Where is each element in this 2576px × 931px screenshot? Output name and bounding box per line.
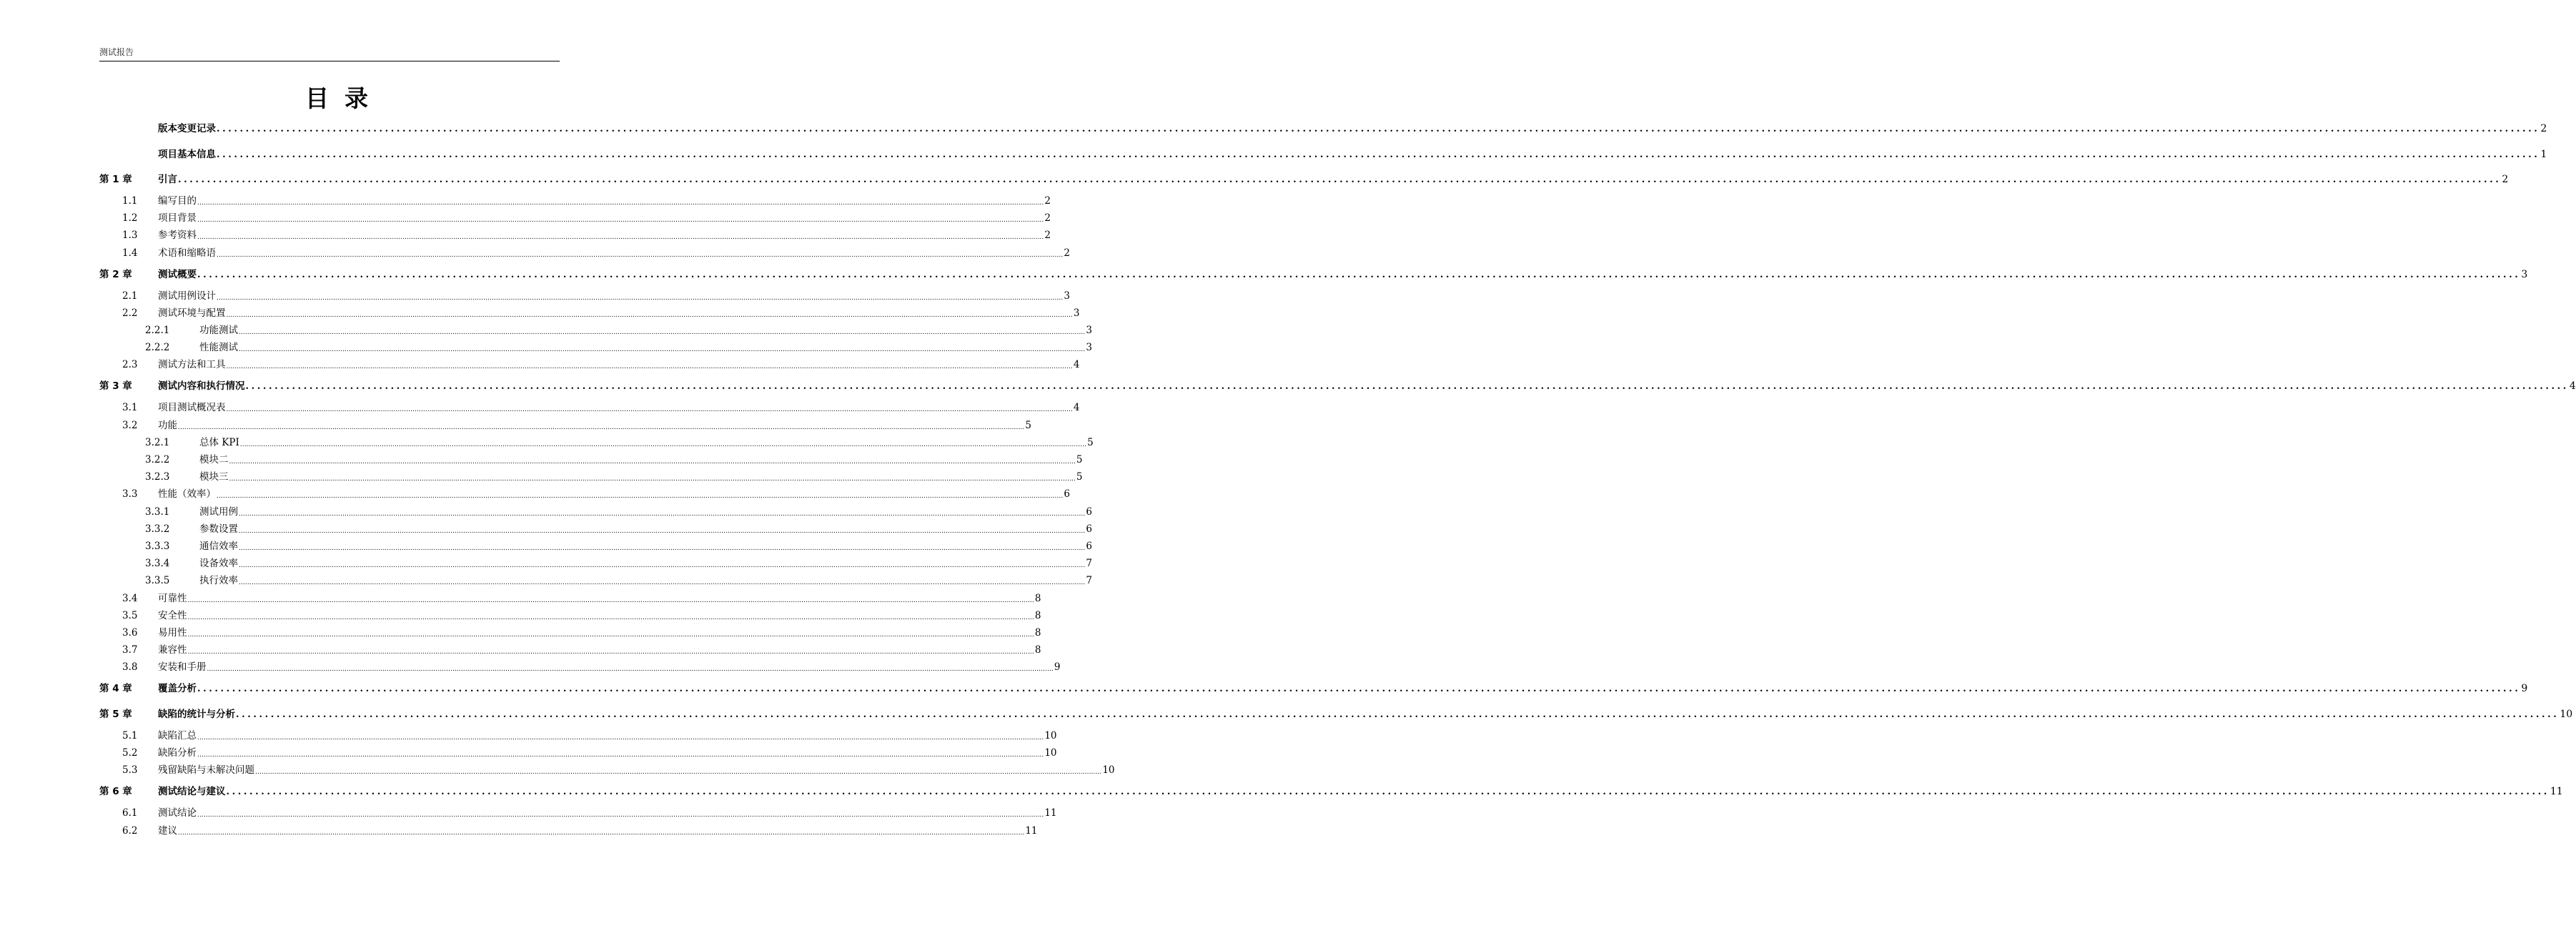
toc-dot-leader: ................................................................................................................................................................................................................................................................................................................................................................................................................ <box>239 579 1086 587</box>
toc-entry-number: 第 4 章 <box>99 683 132 695</box>
toc-entry-title: 测试用例 <box>199 506 238 518</box>
toc-dot-leader: ................................................................................................................................................................................................................................................................................................................................................................................................................ <box>217 149 2540 160</box>
toc-dot-leader: ................................................................................................................................................................................................................................................................................................................................................................................................................ <box>217 493 1064 501</box>
toc-entry-title: 模块二 <box>199 454 229 466</box>
toc-entry-number: 2.2.2 <box>145 342 170 354</box>
toc-dot-leader: ................................................................................................................................................................................................................................................................................................................................................................................................................ <box>229 458 1076 466</box>
toc-entry-page: 5 <box>1025 419 1031 431</box>
toc-entry-number: 3.2.1 <box>145 436 170 448</box>
toc-entry-page: 2 <box>1044 212 1051 225</box>
toc-entry[interactable] <box>99 339 1092 354</box>
toc-dot-leader: ................................................................................................................................................................................................................................................................................................................................................................................................................ <box>226 311 1073 319</box>
toc-entry-title: 测试用例设计 <box>158 290 216 302</box>
toc-entry-page: 2 <box>2502 174 2509 185</box>
toc-dot-leader: ................................................................................................................................................................................................................................................................................................................................................................................................................ <box>217 251 1064 259</box>
toc-entry-number: 3.8 <box>122 661 138 674</box>
toc-entry[interactable] <box>99 227 1051 242</box>
toc-entry[interactable] <box>99 468 1083 483</box>
toc-entry-page: 9 <box>1054 661 1061 674</box>
toc-dot-leader: ................................................................................................................................................................................................................................................................................................................................................................................................................ <box>187 596 1034 604</box>
toc-entry-title: 设备效率 <box>199 558 238 570</box>
toc-entry-title: 测试结论 <box>158 807 197 819</box>
toc-entry[interactable] <box>99 120 2547 134</box>
toc-dot-leader: ................................................................................................................................................................................................................................................................................................................................................................................................................ <box>197 234 1044 242</box>
toc-dot-leader: ................................................................................................................................................................................................................................................................................................................................................................................................................ <box>197 812 1044 819</box>
toc-dot-leader: ................................................................................................................................................................................................................................................................................................................................................................................................................ <box>207 666 1054 674</box>
toc-entry-number: 2.2 <box>122 307 138 319</box>
toc-dot-leader: ................................................................................................................................................................................................................................................................................................................................................................................................................ <box>217 124 2540 134</box>
toc-entry-page: 8 <box>1034 592 1041 604</box>
toc-entry-number: 1.4 <box>122 247 138 259</box>
toc-entry-page: 2 <box>2540 123 2547 134</box>
toc-entry-number: 3.3.2 <box>145 523 170 535</box>
toc-entry-title: 缺陷汇总 <box>158 729 197 742</box>
toc-entry-page: 6 <box>1064 488 1070 501</box>
toc-entry-title: 可靠性 <box>158 592 187 604</box>
toc-dot-leader: ................................................................................................................................................................................................................................................................................................................................................................................................................ <box>217 294 1064 302</box>
toc-entry[interactable] <box>99 607 1041 621</box>
toc-entry[interactable] <box>99 266 2528 280</box>
toc-entry-title: 测试方法和工具 <box>158 359 226 371</box>
toc-entry-number: 3.3.3 <box>145 541 170 552</box>
toc-entry-page: 3 <box>1073 307 1080 319</box>
toc-entry[interactable] <box>99 783 2563 798</box>
toc-entry-title: 覆盖分析 <box>158 683 197 695</box>
toc-entry-number: 第 5 章 <box>99 708 132 720</box>
toc-entry-number: 第 2 章 <box>99 268 132 280</box>
toc-entry-title: 测试环境与配置 <box>158 307 226 319</box>
toc-entry[interactable] <box>99 287 1070 302</box>
toc-entry-title: 安全性 <box>158 609 187 621</box>
toc-entry-page: 8 <box>1034 609 1041 621</box>
toc-entry[interactable] <box>99 146 2547 160</box>
toc-entry-title: 测试概要 <box>158 268 197 280</box>
toc-entry-number: 2.3 <box>122 359 138 371</box>
toc-entry-number: 1.1 <box>122 195 138 207</box>
toc-entry-title: 易用性 <box>158 627 187 639</box>
toc-dot-leader: ................................................................................................................................................................................................................................................................................................................................................................................................................ <box>226 363 1073 371</box>
toc-dot-leader: ................................................................................................................................................................................................................................................................................................................................................................................................................ <box>226 787 2550 798</box>
toc-entry[interactable] <box>99 624 1041 639</box>
toc-dot-leader: ................................................................................................................................................................................................................................................................................................................................................................................................................ <box>226 406 1073 414</box>
toc-entry-title: 模块三 <box>199 471 229 483</box>
toc-entry[interactable] <box>99 399 1080 414</box>
toc-entry-page: 11 <box>1025 824 1038 837</box>
toc-entry-title: 性能测试 <box>199 342 238 354</box>
toc-entry-number: 2.1 <box>122 290 138 302</box>
toc-entry-title: 术语和缩略语 <box>158 247 216 259</box>
toc-entry-number: 5.1 <box>122 729 138 742</box>
toc-entry-number: 6.1 <box>122 807 138 819</box>
toc-entry-page: 6 <box>1086 506 1092 518</box>
toc-dot-leader: ................................................................................................................................................................................................................................................................................................................................................................................................................ <box>187 614 1034 621</box>
toc-entry[interactable] <box>99 210 1051 225</box>
toc-entry-page: 4 <box>1073 359 1080 371</box>
toc-entry[interactable] <box>99 680 2528 695</box>
toc-entry[interactable] <box>99 555 1092 570</box>
toc-entry-title: 编写目的 <box>158 195 197 207</box>
toc-entry[interactable] <box>99 521 1092 535</box>
toc-entry[interactable] <box>99 434 1094 448</box>
toc-entry-number: 3.3.1 <box>145 506 170 518</box>
toc-dot-leader: ................................................................................................................................................................................................................................................................................................................................................................................................................ <box>245 381 2569 393</box>
toc-entry-number: 3.4 <box>122 592 138 604</box>
toc-entry-title: 测试结论与建议 <box>158 786 226 798</box>
toc-entry[interactable] <box>99 590 1041 604</box>
toc-entry-number: 2.2.1 <box>145 325 170 336</box>
toc-entry-page: 3 <box>1086 342 1092 354</box>
toc-entry[interactable] <box>99 322 1092 336</box>
toc-entry-page: 9 <box>2521 683 2528 695</box>
toc-entry[interactable] <box>99 641 1041 656</box>
toc-entry[interactable] <box>99 727 1057 742</box>
toc-entry[interactable] <box>99 305 1080 319</box>
toc-entry-page: 5 <box>1076 454 1083 466</box>
toc-entry-page: 1 <box>2540 148 2547 160</box>
toc-entry-page: 4 <box>1073 402 1080 414</box>
toc-entry-page: 5 <box>1087 436 1094 448</box>
toc-entry-title: 功能 <box>158 419 177 431</box>
toc-entry-title: 性能（效率） <box>158 488 216 501</box>
toc-entry-page: 10 <box>1044 747 1057 759</box>
toc-dot-leader: ................................................................................................................................................................................................................................................................................................................................................................................................................ <box>239 527 1086 535</box>
toc-entry-page: 3 <box>1064 290 1070 302</box>
toc-entry-number: 1.2 <box>122 212 138 225</box>
toc-entry-number: 3.3 <box>122 488 138 501</box>
toc-entry-title: 引言 <box>158 174 177 185</box>
toc-entry-title: 执行效率 <box>199 575 238 587</box>
toc-entry-page: 7 <box>1086 575 1092 587</box>
toc-entry-title: 参考资料 <box>158 230 197 242</box>
toc-entry[interactable] <box>99 804 1057 819</box>
toc-title: 目录 <box>305 84 384 112</box>
toc-entry[interactable] <box>99 192 1051 207</box>
toc-entry-page: 4 <box>2569 380 2576 393</box>
toc-entry[interactable] <box>99 572 1092 587</box>
toc-entry[interactable] <box>99 451 1083 466</box>
toc-entry-number: 3.2.2 <box>145 454 170 466</box>
page-header: 测试报告 <box>99 46 560 61</box>
toc-dot-leader: ................................................................................................................................................................................................................................................................................................................................................................................................................ <box>236 709 2560 720</box>
toc-entry-page: 2 <box>1044 230 1051 242</box>
toc-dot-leader: ................................................................................................................................................................................................................................................................................................................................................................................................................ <box>239 346 1086 354</box>
toc-entry-page: 10 <box>1102 764 1115 777</box>
toc-dot-leader: ................................................................................................................................................................................................................................................................................................................................................................................................................ <box>239 562 1086 570</box>
toc-entry-title: 缺陷分析 <box>158 747 197 759</box>
toc-entry-page: 11 <box>1044 807 1057 819</box>
toc-entry[interactable] <box>99 503 1092 518</box>
toc-entry-title: 通信效率 <box>199 541 238 552</box>
toc-dot-leader: ................................................................................................................................................................................................................................................................................................................................................................................................................ <box>239 329 1086 336</box>
toc-entry-title: 安装和手册 <box>158 661 207 674</box>
toc-entry-page: 10 <box>1044 729 1057 742</box>
toc-entry[interactable] <box>99 659 1061 674</box>
toc-dot-leader: ................................................................................................................................................................................................................................................................................................................................................................................................................ <box>197 269 2521 280</box>
toc-entry-page: 6 <box>1086 523 1092 535</box>
toc-dot-leader: ................................................................................................................................................................................................................................................................................................................................................................................................................ <box>197 200 1044 207</box>
toc-entry[interactable] <box>99 706 2573 720</box>
toc-dot-leader: ................................................................................................................................................................................................................................................................................................................................................................................................................ <box>178 174 2502 185</box>
toc-entry-page: 2 <box>1044 195 1051 207</box>
toc-entry-number: 第 6 章 <box>99 786 132 798</box>
toc-entry-number: 3.6 <box>122 627 138 639</box>
toc-entry-number: 6.2 <box>122 824 138 837</box>
toc-entry-page: 11 <box>2550 786 2563 798</box>
toc-entry-title: 项目背景 <box>158 212 197 225</box>
toc-entry-number: 3.7 <box>122 644 138 656</box>
toc-dot-leader: ................................................................................................................................................................................................................................................................................................................................................................................................................ <box>187 631 1034 639</box>
toc-entry-title: 兼容性 <box>158 644 187 656</box>
toc-dot-leader: ................................................................................................................................................................................................................................................................................................................................................................................................................ <box>197 684 2521 695</box>
toc-entry-number: 第 1 章 <box>99 174 132 185</box>
toc-entry-page: 5 <box>1076 471 1083 483</box>
toc-entry-number: 3.3.5 <box>145 575 170 587</box>
toc-entry[interactable] <box>99 378 2576 393</box>
toc-entry-page: 8 <box>1034 627 1041 639</box>
toc-entry-page: 2 <box>1064 247 1070 259</box>
toc-dot-leader: ................................................................................................................................................................................................................................................................................................................................................................................................................ <box>239 440 1087 448</box>
toc-entry-title: 缺陷的统计与分析 <box>158 708 235 720</box>
toc-entry[interactable] <box>99 486 1070 501</box>
toc-dot-leader: ................................................................................................................................................................................................................................................................................................................................................................................................................ <box>197 752 1044 759</box>
toc-entry-page: 3 <box>2521 268 2528 280</box>
toc-entry[interactable] <box>99 538 1092 552</box>
toc-entry[interactable] <box>99 245 1070 259</box>
toc-dot-leader: ................................................................................................................................................................................................................................................................................................................................................................................................................ <box>187 649 1034 656</box>
toc-dot-leader: ................................................................................................................................................................................................................................................................................................................................................................................................................ <box>197 217 1044 225</box>
toc-entry-number: 3.1 <box>122 402 138 414</box>
toc-entry-number: 5.2 <box>122 747 138 759</box>
toc-entry[interactable] <box>99 171 2509 185</box>
toc-entry-title: 参数设置 <box>199 523 238 535</box>
toc-dot-leader: ................................................................................................................................................................................................................................................................................................................................................................................................................ <box>239 545 1086 552</box>
toc-dot-leader: ................................................................................................................................................................................................................................................................................................................................................................................................................ <box>229 476 1076 483</box>
toc-entry-number: 第 3 章 <box>99 380 132 393</box>
toc-entry-number: 3.2.3 <box>145 471 170 483</box>
toc-entry-title: 总体 KPI <box>199 436 239 448</box>
toc-entry[interactable] <box>99 417 1031 431</box>
toc-entry[interactable] <box>99 822 1038 837</box>
toc-entry-page: 10 <box>2560 708 2573 720</box>
toc-entry[interactable] <box>99 762 1115 777</box>
toc-entry-title: 建议 <box>158 824 177 837</box>
toc-entry-page: 6 <box>1086 541 1092 552</box>
toc-entry-number: 1.3 <box>122 230 138 242</box>
toc-entry-title: 版本变更记录 <box>158 123 216 134</box>
toc-entry-title: 项目测试概况表 <box>158 402 226 414</box>
toc-entry-title: 残留缺陷与未解决问题 <box>158 764 254 777</box>
toc-dot-leader: ................................................................................................................................................................................................................................................................................................................................................................................................................ <box>239 510 1086 518</box>
toc-entry-title: 测试内容和执行情况 <box>158 380 245 393</box>
toc-entry-title: 项目基本信息 <box>158 148 216 160</box>
toc-entry[interactable] <box>99 744 1057 759</box>
toc-entry-number: 5.3 <box>122 764 138 777</box>
toc-dot-leader: ................................................................................................................................................................................................................................................................................................................................................................................................................ <box>178 829 1025 837</box>
toc-entry-page: 3 <box>1086 325 1092 336</box>
toc-entry-number: 3.3.4 <box>145 558 170 570</box>
toc-entry-page: 8 <box>1034 644 1041 656</box>
toc-dot-leader: ................................................................................................................................................................................................................................................................................................................................................................................................................ <box>197 734 1044 742</box>
toc-entry-page: 7 <box>1086 558 1092 570</box>
toc-entry[interactable] <box>99 356 1080 371</box>
toc-entry-title: 功能测试 <box>199 325 238 336</box>
toc-entry-number: 3.5 <box>122 609 138 621</box>
toc-entry-number: 3.2 <box>122 419 138 431</box>
toc-dot-leader: ................................................................................................................................................................................................................................................................................................................................................................................................................ <box>255 769 1102 777</box>
toc-dot-leader: ................................................................................................................................................................................................................................................................................................................................................................................................................ <box>178 423 1025 431</box>
